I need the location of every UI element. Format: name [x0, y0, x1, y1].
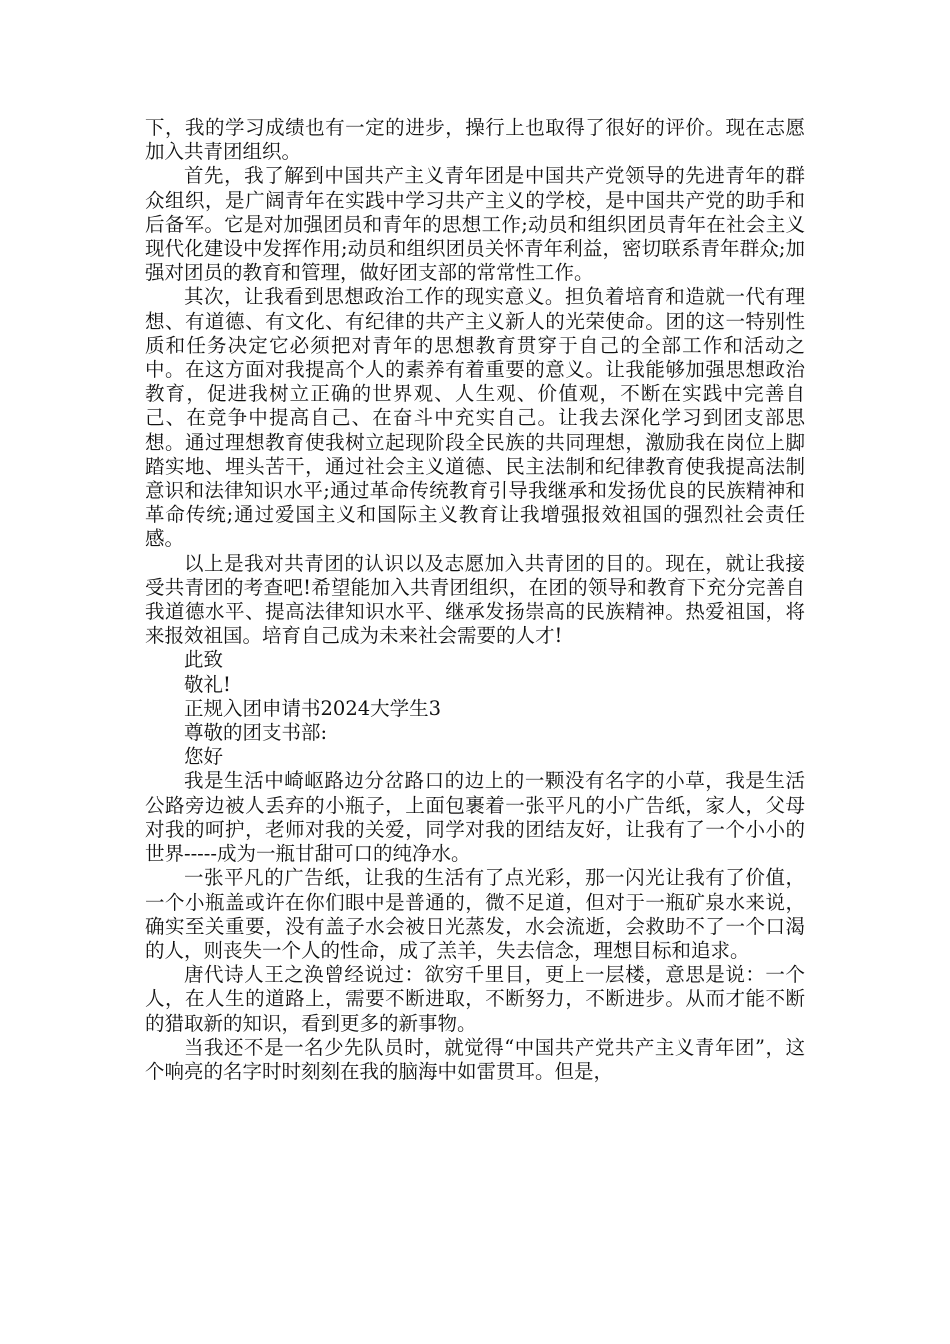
section-title: 正规入团申请书2024大学生3 [184, 696, 442, 720]
paragraph-3: 其次，让我看到思想政治工作的现实意义。担负着培育和造就一代有理想、有道德、有文化、有纪律的共产主义新人的光荣使命。团的这一特别性质和任务决定它必须把对青年的思想教育贯穿于自己的全部工作和活动之中。在这方面对我提高个人的素养有着重要的意义。让我能够加强思想政治教育，促进我树立正确的世界观、人生观、价值观，不断在实践中完善自己、在竞争中提高自己、在奋斗中充实自己。让我去深化学习到团支部思想。通过理想教育使我树立起现阶段全民族的共同理想，激励我在岗位上脚踏实地、埋头苦干，通过社会主义道德、民主法制和纪律教育使我提高法制意识和法律知识水平;通过革命传统教育引导我继承和发扬优良的民族精神和革命传统;通过爱国主义和国际主义教育让我增强报效祖国的强烈社会责任感。 [145, 285, 805, 551]
salutation: 尊敬的团支书部: [184, 721, 328, 745]
paragraph-5: 我是生活中崎岖路边分岔路口的边上的一颗没有名字的小草，我是生活公路旁边被人丢弃的小瓶子，上面包裹着一张平凡的小广告纸，家人，父母对我的呵护，老师对我的关爱，同学对我的团结友好，让我有了一个小小的世界-----成为一瓶甘甜可口的纯净水。 [145, 769, 805, 866]
closing-cizhi: 此致 [184, 648, 224, 672]
document-page [145, 116, 805, 1084]
paragraph-8: 当我还不是一名少先队员时，就觉得“中国共产党共产主义青年团”，这个响亮的名字时时刻刻在我的脑海中如雷贯耳。但是， [145, 1035, 805, 1083]
paragraph-4: 以上是我对共青团的认识以及志愿加入共青团的目的。现在，就让我接受共青团的考查吧!希望能加入共青团组织，在团的领导和教育下充分完善自我道德水平、提高法律知识水平、继承发扬崇高的民族精神。热爱祖国，将来报效祖国。培育自己成为未来社会需要的人才! [145, 551, 805, 648]
paragraph-6: 一张平凡的广告纸，让我的生活有了点光彩，那一闪光让我有了价值，一个小瓶盖或许在你们眼中是普通的，微不足道，但对于一瓶矿泉水来说，确实至关重要，没有盖子水会被日光蒸发，水会流逝，会救助不了一个口渴的人，则丧失一个人的性命，成了羔羊，失去信念，理想目标和追求。 [145, 866, 805, 962]
paragraph-7: 唐代诗人王之涣曾经说过：欲穷千里目，更上一层楼，意思是说：一个人，在人生的道路上，需要不断进取，不断努力，不断进步。从而才能不断的猎取新的知识，看到更多的新事物。 [145, 963, 805, 1035]
paragraph-1: 下，我的学习成绩也有一定的进步，操行上也取得了很好的评价。现在志愿加入共青团组织。 [145, 116, 805, 164]
paragraph-2: 首先，我了解到中国共产主义青年团是中国共产党领导的先进青年的群众组织，是广阔青年在实践中学习共产主义的学校，是中国共产党的助手和后备军。它是对加强团员和青年的思想工作;动员和组织团员青年在社会主义现代化建设中发挥作用;动员和组织团员关怀青年利益，密切联系青年群众;加强对团员的教育和管理，做好团支部的常常性工作。 [145, 164, 805, 285]
closing-jingli: 敬礼! [184, 672, 231, 696]
greeting: 您好 [184, 745, 224, 769]
